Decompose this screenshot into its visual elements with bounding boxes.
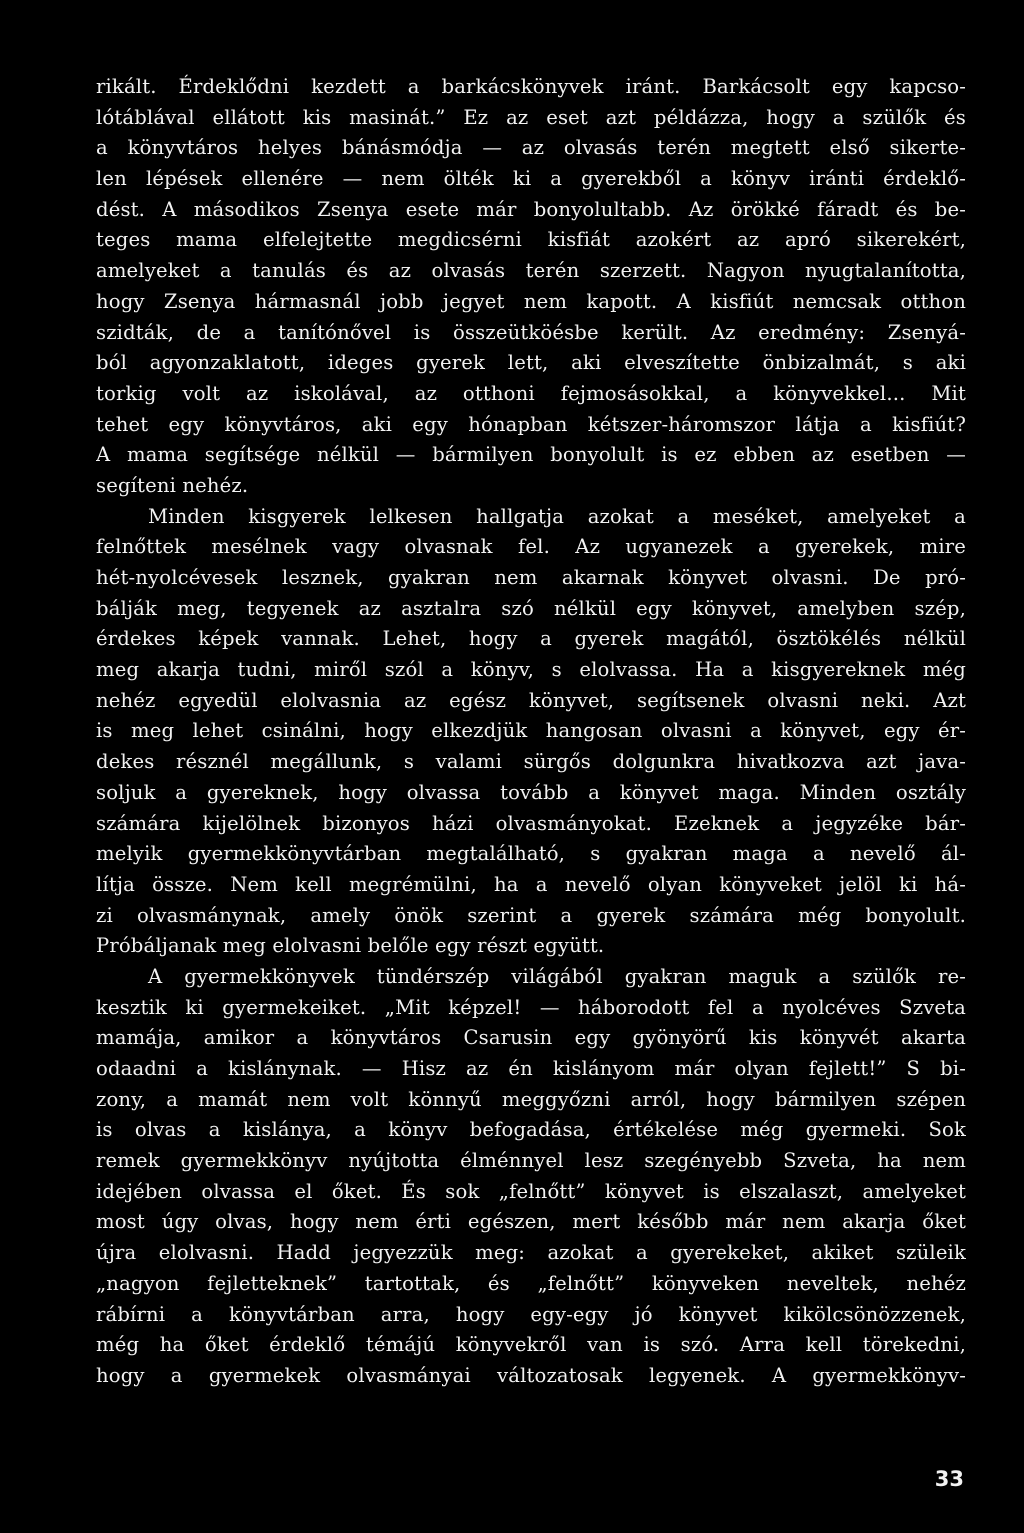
- text-line: odaadni a kislánynak. — Hisz az én kislányom már olyan fejlett!” S bi-: [96, 1057, 966, 1080]
- text-line: számára kijelölnek bizonyos házi olvasmányokat. Ezeknek a jegyzéke bár-: [96, 811, 966, 835]
- text-line: „nagyon fejletteknek” tartottak, és „felnőtt” könyveken neveltek, nehéz: [96, 1271, 966, 1295]
- text-line: zi olvasmánynak, amely önök szerint a gyerek számára még bonyolult.: [96, 903, 966, 927]
- text-line: rábírni a könyvtárban arra, hogy egy-egy jó könyvet kikölcsönözzenek,: [96, 1302, 966, 1326]
- text-line: hogy Zsenya hármasnál jobb jegyet nem kapott. A kisfiút nemcsak otthon: [96, 289, 966, 313]
- text-line: amelyeket a tanulás és az olvasás terén szerzett. Nagyon nyugtalanította,: [96, 259, 966, 283]
- text-line: is meg lehet csinálni, hogy elkezdjük hangosan olvasni a könyvet, egy ér-: [96, 719, 966, 743]
- text-line: is olvas a kislánya, a könyv befogadása, értékelése még gyermeki. Sok: [96, 1118, 966, 1142]
- text-line: soljuk a gyereknek, hogy olvassa tovább a könyvet maga. Minden osztály: [96, 780, 966, 804]
- text-line: nehéz egyedül elolvasnia az egész könyvet, segítsenek olvasni neki. Azt: [96, 688, 966, 712]
- text-line: érdekes képek vannak. Lehet, hogy a gyerek magától, ösztökélés nélkül: [96, 627, 966, 651]
- text-line: segíteni nehéz.: [96, 473, 249, 497]
- text-line: A gyermekkönyvek tündérszép világából gyakran maguk a szülők re-: [148, 964, 966, 988]
- text-line: ból agyonzaklatott, ideges gyerek lett, aki elveszítette önbizalmát, s aki: [96, 351, 966, 375]
- text-line: felnőttek mesélnek vagy olvasnak fel. Az ugyanezek a gyerekek, mire: [96, 535, 966, 559]
- text-line: hét-nyolcévesek lesznek, gyakran nem akarnak könyvet olvasni. De pró-: [96, 566, 966, 589]
- text-line: a könyvtáros helyes bánásmódja — az olvasás terén megtett első sikerte-: [96, 136, 966, 160]
- text-line: meg akarja tudni, miről szól a könyv, s elolvassa. Ha a kisgyereknek még: [96, 658, 966, 682]
- text-line: len lépések ellenére — nem ölték ki a gyerekből a könyv iránti érdeklő-: [96, 167, 966, 191]
- text-line: tehet egy könyvtáros, aki egy hónapban kétszer-háromszor látja a kisfiút?: [96, 412, 966, 436]
- text-line: szidták, de a tanítónővel is összeütköésbe került. Az eredmény: Zsenyá-: [96, 320, 966, 344]
- text-line: remek gyermekkönyv nyújtotta élménnyel lesz szegényebb Szveta, ha nem: [96, 1149, 966, 1173]
- text-line: torkig volt az iskolával, az otthoni fejmosásokkal, a könyvekkel... Mit: [96, 381, 966, 405]
- text-line: A mama segítsége nélkül — bármilyen bonyolult is ez ebben az esetben —: [96, 443, 966, 467]
- page-number: 33: [934, 1467, 964, 1491]
- text-line: Minden kisgyerek lelkesen hallgatja azokat a meséket, amelyeket a: [148, 504, 966, 528]
- text-line: lótáblával ellátott kis masinát.” Ez az eset azt példázza, hogy a szülők és: [96, 105, 966, 129]
- text-line: még ha őket érdeklő témájú könyvekről van is szó. Arra kell törekedni,: [96, 1333, 966, 1357]
- text-line: most úgy olvas, hogy nem érti egészen, mert később már nem akarja őket: [96, 1210, 966, 1234]
- text-line: dést. A másodikos Zsenya esete már bonyolultabb. Az örökké fáradt és be-: [96, 197, 966, 221]
- text-line: teges mama elfelejtette megdicsérni kisfiát azokért az apró sikerekért,: [96, 228, 966, 252]
- text-line: újra elolvasni. Hadd jegyezzük meg: azokat a gyerekeket, akiket szüleik: [96, 1241, 966, 1265]
- text-line: mamája, amikor a könyvtáros Csarusin egy gyönyörű kis könyvét akarta: [96, 1026, 966, 1050]
- text-line: rikált. Érdeklődni kezdett a barkácskönyvek iránt. Barkácsolt egy kapcso-: [96, 75, 966, 98]
- text-line: bálják meg, tegyenek az asztalra szó nélkül egy könyvet, amelyben szép,: [96, 596, 966, 620]
- text-line: Próbáljanak meg elolvasni belőle egy részt együtt.: [96, 934, 605, 958]
- body-text: [96, 72, 966, 1392]
- text-line: idejében olvassa el őket. És sok „felnőtt” könyvet is elszalaszt, amelyeket: [96, 1179, 966, 1203]
- text-line: hogy a gyermekek olvasmányai változatosak legyenek. A gyermekkönyv-: [96, 1363, 966, 1387]
- text-line: kesztik ki gyermekeiket. „Mit képzel! — háborodott fel a nyolcéves Szveta: [96, 995, 966, 1019]
- text-line: dekes résznél megállunk, s valami sürgős dolgunkra hivatkozva azt java-: [96, 750, 966, 774]
- text-line: lítja össze. Nem kell megrémülni, ha a nevelő olyan könyveket jelöl ki há-: [96, 872, 966, 896]
- text-line: zony, a mamát nem volt könnyű meggyőzni arról, hogy bármilyen szépen: [96, 1087, 966, 1111]
- text-line: melyik gyermekkönyvtárban megtalálható, s gyakran maga a nevelő ál-: [96, 842, 966, 866]
